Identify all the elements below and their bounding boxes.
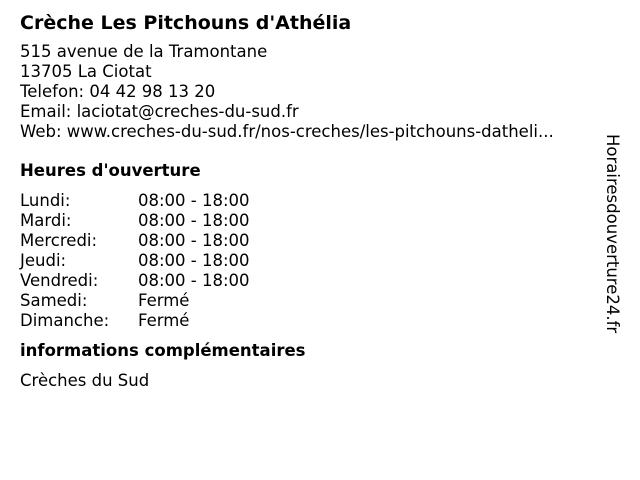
hours-row-monday — [20, 191, 600, 211]
additional-info-text: Crèches du Sud — [20, 371, 150, 390]
website-address: Web: www.creches-du-sud.fr/nos-creches/les-pitchouns-datheli... — [20, 122, 554, 141]
day-label: Mercredi: — [20, 231, 98, 250]
hours-row-thursday — [20, 251, 600, 271]
additional-info-heading: informations complémentaires — [20, 341, 306, 360]
hours-value: 08:00 - 18:00 — [138, 251, 250, 270]
street-address: 515 avenue de la Tramontane — [20, 42, 268, 61]
hours-row-tuesday — [20, 211, 600, 231]
day-label: Lundi: — [20, 191, 71, 210]
day-label: Jeudi: — [20, 251, 67, 270]
day-label: Samedi: — [20, 291, 88, 310]
hours-value: 08:00 - 18:00 — [138, 271, 250, 290]
day-label: Mardi: — [20, 211, 72, 230]
listing-card — [20, 10, 600, 391]
hours-value: 08:00 - 18:00 — [138, 191, 250, 210]
watermark-text: Horairesdouverture24.fr — [603, 134, 622, 334]
hours-row-wednesday — [20, 231, 600, 251]
hours-row-sunday — [20, 311, 600, 331]
hours-value: 08:00 - 18:00 — [138, 231, 250, 250]
day-label: Dimanche: — [20, 311, 110, 330]
phone-number: Telefon: 04 42 98 13 20 — [20, 82, 216, 101]
day-label: Vendredi: — [20, 271, 99, 290]
address-block — [20, 42, 600, 142]
hours-value: Fermé — [138, 291, 190, 310]
page-title: Crèche Les Pitchouns d'Athélia — [20, 12, 352, 34]
city-address: 13705 La Ciotat — [20, 62, 152, 81]
hours-row-saturday — [20, 291, 600, 311]
opening-hours-heading: Heures d'ouverture — [20, 161, 201, 180]
hours-row-friday — [20, 271, 600, 291]
email-address: Email: laciotat@creches-du-sud.fr — [20, 102, 299, 121]
site-watermark — [382, 134, 622, 334]
hours-value: Fermé — [138, 311, 190, 330]
opening-hours-table — [20, 191, 600, 331]
hours-value: 08:00 - 18:00 — [138, 211, 250, 230]
